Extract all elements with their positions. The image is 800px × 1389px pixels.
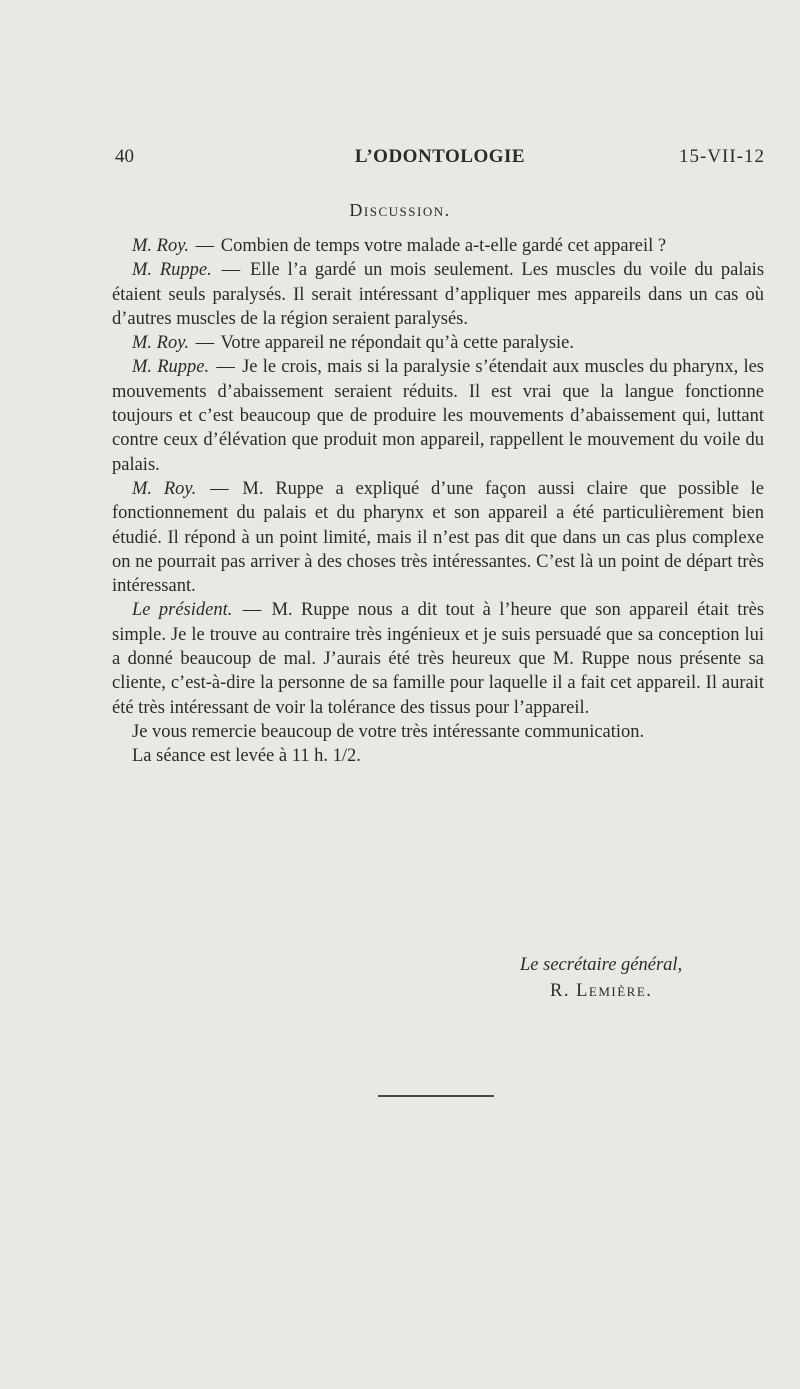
section-end-rule [378, 1095, 494, 1097]
issue-date: 15-VII-12 [678, 146, 765, 167]
paragraph [112, 331, 764, 355]
running-head [115, 146, 765, 170]
speaker-name: M. Roy. [132, 478, 197, 499]
paragraph [112, 234, 764, 258]
paragraph-text: Elle l’a gardé un mois seulement. Les muscles du voile du palais étaient seuls paralysés. Il serait intéressant d’appliquer mes appareils dans un cas où d’autres muscles de la région seraient paralysés. [112, 260, 765, 329]
section-heading: Discussion. [349, 200, 451, 220]
page-number: 40 [115, 146, 134, 167]
paragraph [112, 477, 764, 598]
speaker-name: M. Ruppe. [132, 357, 210, 378]
signature-role: Le secrétaire général, [520, 955, 683, 975]
paragraph-text: La séance est levée à 11 h. 1/2. [132, 746, 361, 767]
em-dash: — [242, 600, 262, 621]
em-dash: — [195, 236, 215, 256]
paragraph [112, 598, 764, 719]
discussion-body [112, 234, 764, 769]
em-dash: — [195, 333, 215, 354]
paragraph [112, 258, 764, 331]
em-dash: — [216, 357, 235, 378]
speaker-name: M. Ruppe. [132, 260, 212, 281]
paragraph-text: M. Ruppe nous a dit tout à l’heure que son appareil était très simple. Je le trouve au contraire très ingénieux et je suis persuadé que sa conception lui a donné beaucoup de mal. J’aurais été très heureux que M. Ruppe nous présente sa cliente, c’est-à-dire la personne de sa famille pour laquelle il a fait cet appareil. Il aurait été très intéressant de voir la tolérance des tissus pour l’appareil. [112, 600, 765, 718]
paragraph [112, 720, 764, 744]
paragraph-text: Votre appareil ne répondait qu’à cette paralysie. [220, 333, 575, 354]
signature-name: R. Lemière. [550, 981, 653, 1001]
speaker-name: M. Roy. [132, 236, 190, 256]
journal-title: L’ODONTOLOGIE [354, 146, 526, 167]
speaker-name: M. Roy. [132, 333, 190, 354]
paragraph-text: M. Ruppe a expliqué d’une façon aussi claire que possible le fonctionnement du palais et du pharynx et son appareil a été particulièrement bien étudié. Il répond à un point limité, mais il n’est pas dit que dans un cas plus complexe on ne pourrait pas arriver à des choses très intéressantes. C’est là un point de départ très intéressant. [112, 478, 765, 597]
paragraph [112, 744, 764, 768]
paragraph-text: Je vous remercie beaucoup de votre très intéressante communication. [132, 721, 645, 742]
paragraph-text: Je le crois, mais si la paralysie s’étendait aux muscles du pharynx, les mouvements d’abaissement seraient réduits. Il est vrai que la langue fonctionne toujours et c’est beaucoup que de produire les mouvements d’abaissement qui, luttant contre ceux d’élévation que produit mon appareil, rappellent le mouvement du voile du palais. [112, 357, 764, 475]
paragraph [112, 355, 764, 476]
paragraph-text: Combien de temps votre malade a-t-elle gardé cet appareil ? [220, 236, 667, 256]
speaker-name: Le président. [132, 600, 233, 621]
em-dash: — [221, 260, 241, 281]
em-dash: — [210, 478, 229, 499]
